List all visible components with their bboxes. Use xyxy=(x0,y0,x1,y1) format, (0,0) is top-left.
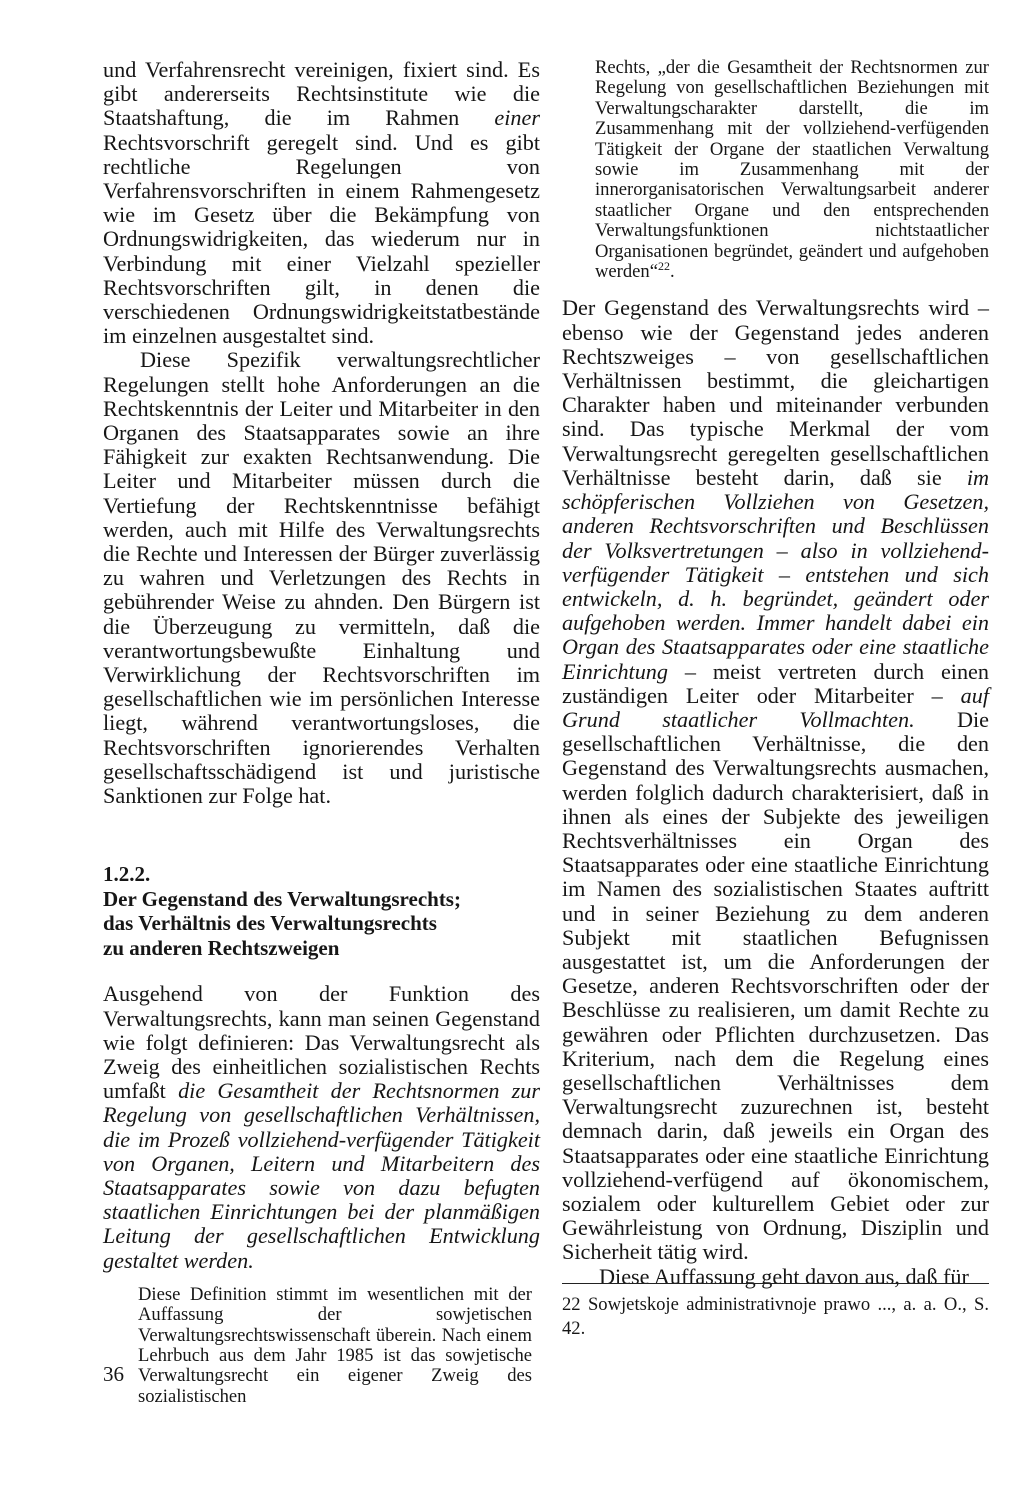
paragraph: Ausgehend von der Funktion des Verwaltungsrechts, kann man seinen Gegenstand wie folgt definieren: Das Verwaltungsrecht als Zweig des einheitlichen sozialistischen Rechts umfaßt die Gesamtheit der Rechtsnormen zur Regelung von gesellschaftlichen Verhältnissen, die im Prozeß vollziehend-verfügender Tätigkeit von Organen, Leitern und Mitarbeitern des Staatsapparates sowie von dazu befugten staatlichen Einrichtungen bei der planmäßigen Leitung der gesellschaftlichen Entwicklung gestaltet werden. xyxy=(103,981,540,1273)
section-title: Der Gegenstand des Verwaltungsrechts; das Verhältnis des Verwaltungsrechts zu anderen Rechtszweigen xyxy=(103,886,461,960)
paragraph: Diese Spezifik verwaltungsrechtlicher Regelungen stellt hohe Anforderungen an die Rechtskenntnis der Leiter und Mitarbeiter in den Organen des Staatsapparates sowie an ihre Fähigkeit zur exakten Rechtsanwendung. Die Leiter und Mitarbeiter müssen durch die Vertiefung der Rechtskenntnisse befähigt werden, auch mit Hilfe des Verwaltungsrechts die Rechte und Interessen der Bürger zuverlässig zu wahren und Verletzungen des Rechts in gebührender Weise zu ahnden. Den Bürgern ist die Überzeugung zu vermitteln, daß die verantwortungsbewußte Einhaltung und Verwirklichung der Rechtsvorschriften im gesellschaftlichen wie im persönlichen Interesse liegt, während verantwortungsloses, die Rechtsvorschriften ignorierendes Verhalten gesellschaftsschädigend ist und juristische Sanktionen zur Folge hat. xyxy=(103,347,540,809)
page-number: 36 xyxy=(103,1362,124,1386)
section-number: 1.2.2. xyxy=(103,862,151,887)
footnote-divider xyxy=(562,1283,989,1284)
paragraph: Der Gegenstand des Verwaltungsrechts wird – ebenso wie der Gegenstand jedes anderen Rechtszweiges – von gesellschaftlichen Verhältnissen bestimmt, die gleichartigen Charakter haben und miteinander verbunden sind. Das typische Merkmal der vom Verwaltungsrecht geregelten gesellschaftlichen Verhältnisse besteht darin, daß sie im schöpferischen Vollziehen von Gesetzen, anderen Rechtsvorschriften und Beschlüssen der Volksvertretungen – also in vollziehend-verfügender Tätigkeit – entstehen und sich entwickeln, d. h. begründet, geändert oder aufgehoben werden. Immer handelt dabei ein Organ des Staatsapparates oder eine staatliche Einrichtung – meist vertreten durch einen zuständigen Leiter oder Mitarbeiter – auf Grund staatlicher Vollmachten. Die gesellschaftlichen Verhältnisse, die den Gegenstand des Verwaltungsrechts ausmachen, werden folglich dadurch charakterisiert, daß in ihnen als eines der Subjekte des jeweiligen Rechtsverhältnisses ein Organ des Staatsapparates oder eine staatliche Einrichtung im Namen des sozialistischen Staates auftritt und in seiner Beziehung zu dem anderen Subjekt mit staatlichen Befugnissen ausgestattet ist, um die Anforderungen der Gesetze, anderen Rechtsvorschriften oder der Beschlüsse zu realisieren, um damit Rechte zu gewähren oder Pflichten durchzusetzen. Das Kriterium, nach dem die Regelung eines gesellschaftlichen Verhältnisses dem Verwaltungsrecht zuzurechnen ist, besteht demnach darin, daß jeweils ein Organ des Staatsapparates oder eine staatliche Einrichtung vollziehend-verfügend auf ökonomischem, sozialem oder kulturellem Gebiet oder zur Gewährleistung von Ordnung, Disziplin und Sicherheit tätig wird. xyxy=(562,295,989,1265)
emphasis: einer xyxy=(494,105,540,131)
footnote-text: Sowjetskoje administrativnoje prawo ..., a. a. O., S. 42. xyxy=(562,1294,989,1339)
emphasis: auf Grund staatlicher Vollmachten. xyxy=(562,682,989,732)
paragraph: Diese Auffassung geht davon aus, daß für xyxy=(599,1263,969,1289)
small-print-quote: Rechts, „der die Gesamtheit der Rechtsnormen zur Regelung von gesellschaftlichen Beziehungen mit Verwaltungscharakter darstellt, die im Zusammenhang mit der vollziehend-verfügenden Tätigkeit der Organe der staatlichen Verwaltung sowie im Zusammenhang mit der innerorganisatorischen Verwaltungsarbeit anderer staatlicher Organe und den entsprechenden Verwaltungsfunktionen nichtstaatlicher Organisationen begründet, geändert und aufgehoben werden“$^{22}$. xyxy=(595,57,989,283)
emphasis: im schöpferischen Vollziehen von Gesetzen, anderen Rechtsvorschriften und Beschlüssen der Volksvertretungen – also in vollziehend-verfügender Tätigkeit – entstehen und sich entwickeln, d. h. begründet, geändert oder aufgehoben werden. Immer handelt dabei ein Organ des Staatsapparates oder eine staatliche Einrichtung xyxy=(562,464,989,684)
emphasis: die Gesamtheit der Rechtsnormen zur Regelung von gesellschaftlichen Verhältnissen, die im Prozeß vollziehend-verfügender Tätigkeit von Organen, Leitern und Mitarbeitern des Staatsapparates sowie von dazu befugten staatlichen Einrichtungen bei der planmäßigen Leitung der gesellschaftlichen Entwicklung gestaltet werden. xyxy=(103,1078,540,1273)
small-print-paragraph: Diese Definition stimmt im wesentlichen mit der Auffassung der sowjetischen Verwaltungsrechtswissenschaft überein. Nach einem Lehrbuch aus dem Jahr 1985 ist das sowjetische Verwaltungsrecht ein eigener Zweig des sozialistischen xyxy=(138,1283,532,1407)
footnote xyxy=(562,1293,989,1341)
footnote-ref: 22 xyxy=(657,258,670,273)
footnote-number: 22 xyxy=(562,1294,581,1315)
paragraph: und Verfahrensrecht vereinigen, fixiert sind. Es gibt andererseits Rechtsinstitute wie die Staatshaftung, die im Rahmen einer Rechtsvorschrift geregelt sind. Und es gibt rechtliche Regelungen von Verfahrensvorschriften in einem Rahmengesetz wie im Gesetz über die Bekämpfung von Ordnungswidrigkeiten, das wiederum nur in Verbindung mit einer Vielzahl spezieller Rechtsvorschriften gilt, in denen die verschiedenen Ordnungswidrigkeitstatbestände im einzelnen ausgestaltet sind. xyxy=(103,57,540,349)
left-column xyxy=(103,58,540,1407)
right-column xyxy=(562,58,989,1289)
